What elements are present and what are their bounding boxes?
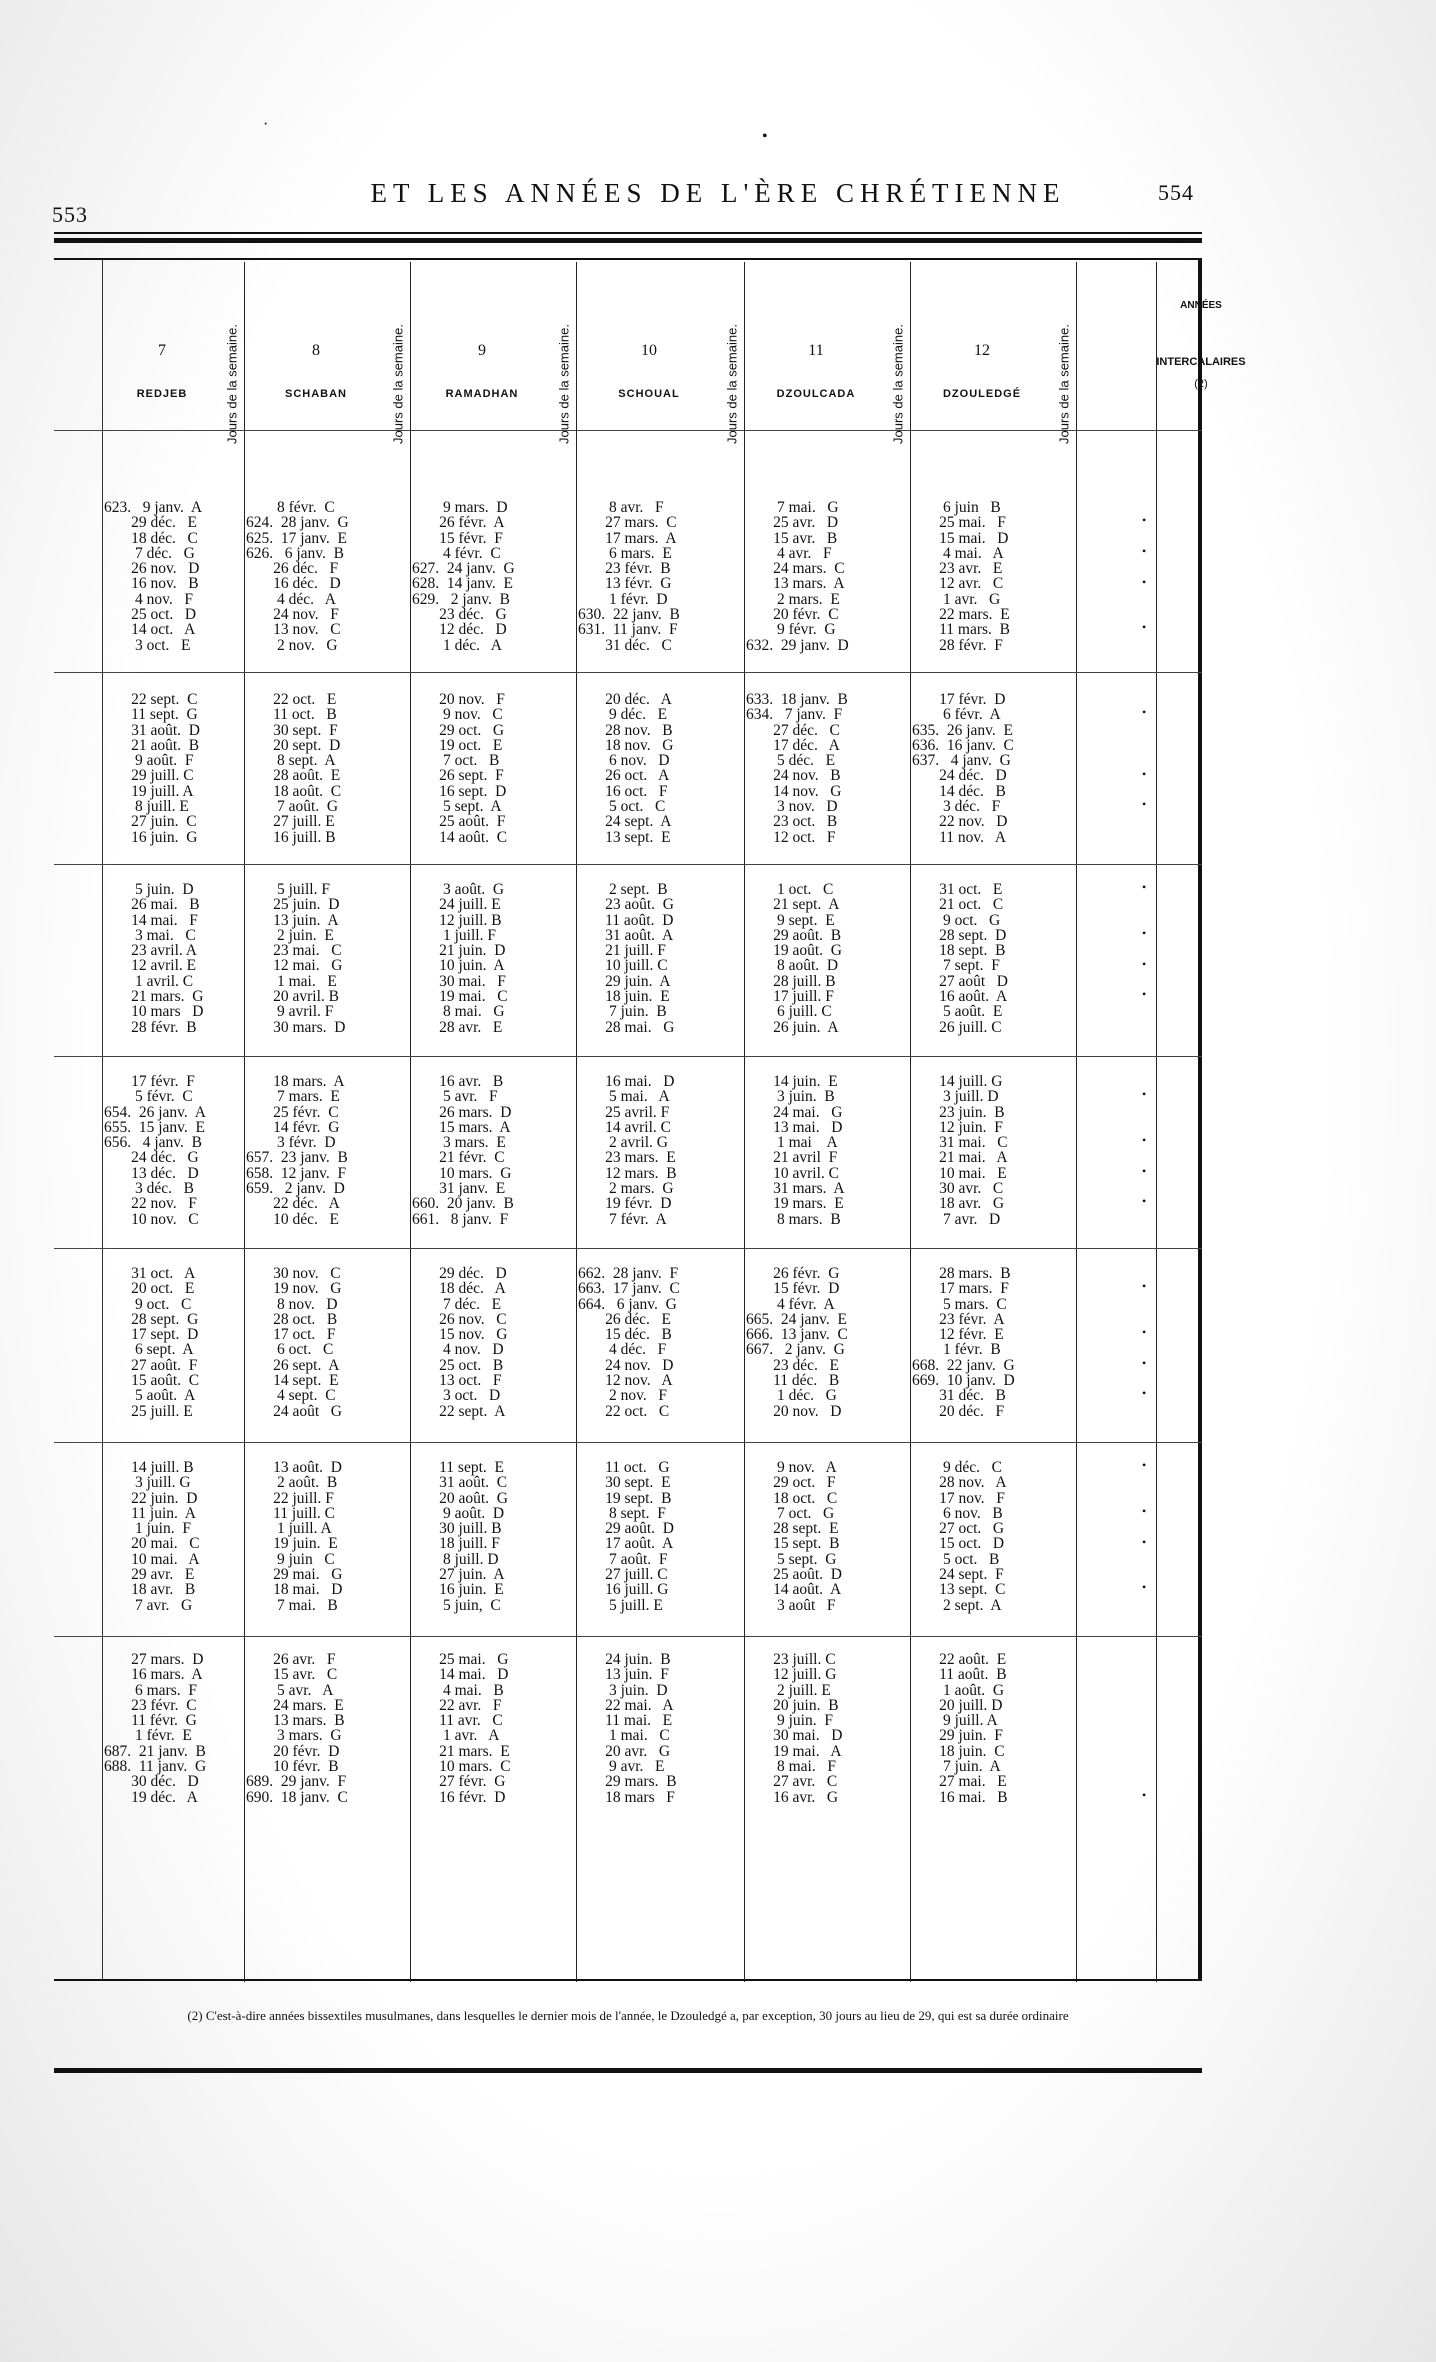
date-block: 29 déc. D 18 déc. A 7 déc. E 26 nov. C 15 nov. G 4 nov. D 25 oct. B 13 oct. F 3 oct. D 22 sept. A xyxy=(439,1265,508,1420)
intercalary-mark: • xyxy=(1142,797,1147,812)
date-block: 24 juin. B 13 juin. F 3 juin. D 22 mai. A 11 mai. E 1 mai. C 20 avr. G 9 avr. E 29 mars. B 18 mars F xyxy=(605,1651,677,1806)
intercalary-mark: • xyxy=(1142,1503,1147,1518)
month-number: 7 xyxy=(158,342,166,359)
top-rule-thick xyxy=(54,238,1202,243)
weekday-label-text: Jours de la semaine. xyxy=(1056,324,1072,444)
weekday-column-label xyxy=(222,264,242,444)
intercalary-mark: • xyxy=(1142,987,1147,1002)
date-block: 633. 18 janv. B 634. 7 janv. F 27 déc. C 17 déc. A 5 déc. E 24 nov. B 14 nov. G 3 nov. D 23 oct. B 12 oct. F xyxy=(746,691,848,846)
block-rule xyxy=(54,1248,1202,1249)
intercalary-mark: • xyxy=(1142,925,1147,940)
column-rule xyxy=(1156,262,1157,1982)
weekday-column-label xyxy=(1054,264,1074,444)
intercalary-mark: • xyxy=(1142,543,1147,558)
block-rule xyxy=(54,864,1202,865)
date-block: 22 oct. E 11 oct. B 30 sept. F 20 sept. D 8 sept. A 28 août. E 18 août. C 7 août. G 27 juill. E 16 juill. B xyxy=(273,691,342,846)
date-block: 8 févr. C 624. 28 janv. G 625. 17 janv. E 626. 6 janv. B 26 déc. F 16 déc. D 4 déc. A 24 nov. F 13 nov. C 2 nov. G xyxy=(246,499,349,654)
intercalary-label-note: (2) xyxy=(1194,378,1208,390)
footnote: (2) C'est-à-dire années bissextiles musulmanes, dans lesquelles le dernier mois de l'année, le Dzouledgé a, par exception, 30 jours au lieu de 29, qui est sa durée ordinaire xyxy=(187,2008,1069,2023)
weekday-label-text: Jours de la semaine. xyxy=(390,324,406,444)
date-block: 17 févr. F 5 févr. C 654. 26 janv. A 655. 15 janv. E 656. 4 janv. B 24 déc. G 13 déc. D 3 déc. B 22 nov. F 10 nov. C xyxy=(104,1073,206,1228)
date-block: 17 févr. D 6 févr. A 635. 26 janv. E 636. 16 janv. C 637. 4 janv. G 24 déc. D 14 déc. B 3 déc. F 22 nov. D 11 nov. A xyxy=(912,691,1014,846)
date-block: 1 oct. C 21 sept. A 9 sept. E 29 août. B 19 août. G 8 août. D 28 juill. B 17 juill. F 6 juill. C 26 juin. A xyxy=(773,881,843,1036)
date-block: 11 oct. G 30 sept. E 19 sept. B 8 sept. F 29 août. D 17 août. A 7 août. F 27 juill. C 16 juill. G 5 juill. E xyxy=(605,1459,675,1614)
date-block: 6 juin B 25 mai. F 15 mai. D 4 mai. A 23 avr. E 12 avr. C 1 avr. G 22 mars. E 11 mars. B 28 févr. F xyxy=(939,499,1011,654)
intercalary-mark: • xyxy=(1142,1194,1147,1209)
intercalary-mark: • xyxy=(1142,1133,1147,1148)
date-block: 9 déc. C 28 nov. A 17 nov. F 6 nov. B 27 oct. G 15 oct. D 5 oct. B 24 sept. F 13 sept. C 2 sept. A xyxy=(939,1459,1007,1614)
weekday-column-label xyxy=(554,264,574,444)
date-block: 13 août. D 2 août. B 22 juill. F 11 juill. C 1 juill. A 19 juin. E 9 juin C 29 mai. G 18 mai. D 7 mai. B xyxy=(273,1459,343,1614)
intercalary-mark: • xyxy=(1142,574,1147,589)
month-name: SCHABAN xyxy=(285,388,347,400)
date-block: 26 févr. G 15 févr. D 4 févr. A 665. 24 janv. E 666. 13 janv. C 667. 2 janv. G 23 déc. E 11 déc. B 1 déc. G 20 nov. D xyxy=(746,1265,848,1420)
intercalary-mark: • xyxy=(1142,1458,1147,1472)
month-name: REDJEB xyxy=(136,388,188,400)
weekday-label-text: Jours de la semaine. xyxy=(890,324,906,444)
header-rule xyxy=(54,258,1202,260)
intercalary-label-main: INTERCALAIRES xyxy=(1156,356,1246,368)
intercalary-mark: • xyxy=(1142,766,1147,781)
date-block: 20 déc. A 9 déc. E 28 nov. B 18 nov. G 6 nov. D 26 oct. A 16 oct. F 5 oct. C 24 sept. A 13 sept. E xyxy=(605,691,674,846)
date-block: 22 août. E 11 août. B 1 août. G 20 juill. D 9 juill. A 29 juin. F 18 juin. C 7 juin. A 27 mai. E 16 mai. B xyxy=(939,1651,1008,1806)
date-block: 5 juin. D 26 mai. B 14 mai. F 3 mai. C 23 avril. A 12 avril. E 1 avril. C 21 mars. G 10 mars D 28 févr. B xyxy=(131,881,204,1036)
intercalary-mark: • xyxy=(1142,620,1147,635)
intercalary-mark: • xyxy=(1142,1534,1147,1549)
date-block: 16 avr. B 5 avr. F 26 mars. D 15 mars. A 3 mars. E 21 févr. C 10 mars. G 31 janv. E 660. 20 janv. B 661. 8 janv. F xyxy=(412,1073,514,1228)
intercalary-mark: • xyxy=(1142,1355,1147,1370)
scan-speck: • xyxy=(762,128,768,145)
month-number: 8 xyxy=(312,342,320,359)
date-block: 31 oct. E 21 oct. C 9 oct. G 28 sept. D 18 sept. B 7 sept. F 27 août D 16 août. A 5 août. E 26 juill. C xyxy=(939,881,1009,1036)
weekday-label-text: Jours de la semaine. xyxy=(724,324,740,444)
date-block: 25 mai. G 14 mai. D 4 mai. B 22 avr. F 11 avr. C 1 avr. A 21 mars. E 10 mars. C 27 févr. G 16 févr. D xyxy=(439,1651,511,1806)
intercalary-mark: • xyxy=(1142,1163,1147,1178)
bottom-rule xyxy=(54,2068,1202,2073)
intercalary-mark: • xyxy=(1142,1087,1147,1102)
intercalary-mark: • xyxy=(1142,1279,1147,1294)
intercalary-mark: • xyxy=(1142,1325,1147,1340)
date-block: 30 nov. C 19 nov. G 8 nov. D 28 oct. B 17 oct. F 6 oct. C 26 sept. A 14 sept. E 4 sept. C 24 août G xyxy=(273,1265,343,1420)
weekday-column-label xyxy=(388,264,408,444)
column-rule xyxy=(1076,262,1077,1982)
date-block: 22 sept. C 11 sept. G 31 août. D 21 août. B 9 août. F 29 juill. C 19 juill. A 8 juill. E 27 juin. C 16 juin. G xyxy=(131,691,201,846)
date-block: 26 avr. F 15 avr. C 5 avr. A 24 mars. E 13 mars. B 3 mars. G 20 févr. D 10 févr. B 689. 29 janv. F 690. 18 janv. C xyxy=(246,1651,348,1806)
date-block: 28 mars. B 17 mars. F 5 mars. C 23 févr. A 12 févr. E 1 févr. B 668. 22 janv. G 669. 10 janv. D 31 déc. B 20 déc. F xyxy=(912,1265,1015,1420)
intercalary-mark: • xyxy=(1142,880,1147,894)
month-number: 10 xyxy=(641,342,657,359)
table-bottom-rule xyxy=(54,1979,1202,1981)
weekday-label-text: Jours de la semaine. xyxy=(224,324,240,444)
date-block: 5 juill. F 25 juin. D 13 juin. A 2 juin. E 23 mai. C 12 mai. G 1 mai. E 20 avril. B 9 avril. F 30 mars. D xyxy=(273,881,346,1036)
month-name: RAMADHAN xyxy=(445,388,519,400)
date-block: 31 oct. A 20 oct. E 9 oct. C 28 sept. G 17 sept. D 6 sept. A 27 août. F 15 août. C 5 août. A 25 juill. E xyxy=(131,1265,200,1420)
block-rule xyxy=(54,1442,1202,1443)
date-block: 3 août. G 24 juill. E 12 juill. B 1 juill. F 21 juin. D 10 juin. A 30 mai. F 19 mai. C 8 mai. G 28 avr. E xyxy=(439,881,508,1036)
date-block: 11 sept. E 31 août. C 20 août. G 9 août. D 30 juill. B 18 juill. F 8 juill. D 27 juin. A 16 juin. E 5 juin, C xyxy=(439,1459,509,1614)
month-number: 11 xyxy=(808,342,824,359)
right-border xyxy=(1198,260,1202,1980)
month-name: DZOULEDGÉ xyxy=(942,388,1022,400)
intercalary-mark: • xyxy=(1142,513,1147,528)
month-number: 12 xyxy=(974,342,990,359)
intercalary-mark: • xyxy=(1142,1787,1147,1802)
block-rule xyxy=(54,672,1202,673)
date-block: 20 nov. F 9 nov. C 29 oct. G 19 oct. E 7 oct. B 26 sept. F 16 sept. D 5 sept. A 25 août. F 14 août. C xyxy=(439,691,508,846)
date-block: 662. 28 janv. F 663. 17 janv. C 664. 6 janv. G 26 déc. E 15 déc. B 4 déc. F 24 nov. D 12 nov. A 2 nov. F 22 oct. C xyxy=(578,1265,680,1420)
date-block: 14 juill. G 3 juill. D 23 juin. B 12 juin. F 31 mai. C 21 mai. A 10 mai. E 30 avr. C 18 avr. G 7 avr. D xyxy=(939,1073,1008,1228)
page-title: ET LES ANNÉES DE L'ÈRE CHRÉTIENNE xyxy=(370,178,1066,208)
block-rule xyxy=(54,1636,1202,1637)
date-block: 2 sept. B 23 août. G 11 août. D 31 août. A 21 juill. F 10 juill. C 29 juin. A 18 juin. E 7 juin. B 28 mai. G xyxy=(605,881,675,1036)
intercalary-mark: • xyxy=(1142,705,1147,720)
month-number: 9 xyxy=(478,342,486,359)
date-block: 23 juill. C 12 juill. G 2 juill. E 20 juin. B 9 juin. F 30 mai. D 19 mai. A 8 mai. F 27 avr. C 16 avr. G xyxy=(773,1651,843,1806)
intercalary-mark: • xyxy=(1142,1580,1147,1595)
date-block: 9 mars. D 26 févr. A 15 févr. F 4 févr. C 627. 24 janv. G 628. 14 janv. E 629. 2 janv. B 23 déc. G 12 déc. D 1 déc. A xyxy=(412,499,515,654)
weekday-label-text: Jours de la semaine. xyxy=(556,324,572,444)
intercalary-label-top: ANNÉES xyxy=(1180,300,1222,311)
date-block: 18 mars. A 7 mars. E 25 févr. C 14 févr. G 3 févr. D 657. 23 janv. B 658. 12 janv. F 659. 2 janv. D 22 déc. A 10 déc. E xyxy=(246,1073,348,1228)
weekday-column-label xyxy=(888,264,908,444)
page-number-right: 554 xyxy=(1158,180,1194,205)
date-block: 27 mars. D 16 mars. A 6 mars. F 23 févr. C 11 févr. G 1 févr. E 687. 21 janv. B 688. 11 janv. G 30 déc. D 19 déc. A xyxy=(104,1651,207,1806)
date-block: 14 juin. E 3 juin. B 24 mai. G 13 mai. D 1 mai A 21 avril F 10 avril. C 31 mars. A 19 mars. E 8 mars. B xyxy=(773,1073,845,1228)
top-rule xyxy=(54,232,1202,234)
date-block: 9 nov. A 29 oct. F 18 oct. C 7 oct. G 28 sept. E 15 sept. B 5 sept. G 25 août. D 14 août. A 3 août F xyxy=(773,1459,843,1614)
calendar-table xyxy=(54,232,1246,2076)
date-block: 16 mai. D 5 mai. A 25 avril. F 14 avril. C 2 avril. G 23 mars. E 12 mars. B 2 mars. G 19 févr. D 7 févr. A xyxy=(605,1073,677,1228)
weekday-column-label xyxy=(722,264,742,444)
month-name: SCHOUAL xyxy=(618,388,680,400)
intercalary-mark: • xyxy=(1142,956,1147,971)
page-number-left: 553 xyxy=(52,202,88,227)
date-block: 623. 9 janv. A 29 déc. E 18 déc. C 7 déc. G 26 nov. D 16 nov. B 4 nov. F 25 oct. D 14 oct. A 3 oct. E xyxy=(104,499,203,654)
intercalary-mark: • xyxy=(1142,1386,1147,1401)
block-rule xyxy=(54,1056,1202,1057)
date-block: 7 mai. G 25 avr. D 15 avr. B 4 avr. F 24 mars. C 13 mars. A 2 mars. E 20 févr. C 9 févr. G 632. 29 janv. D xyxy=(746,499,849,654)
month-name: DZOULCADA xyxy=(776,388,856,400)
date-block: 8 avr. F 27 mars. C 17 mars. A 6 mars. E 23 févr. B 13 févr. G 1 févr. D 630. 22 janv. B 631. 11 janv. F 31 déc. C xyxy=(578,499,680,654)
date-block: 14 juill. B 3 juill. G 22 juin. D 11 juin. A 1 juin. F 20 mai. C 10 mai. A 29 avr. E 18 avr. B 7 avr. G xyxy=(131,1459,200,1614)
scan-speck: · xyxy=(263,116,269,133)
